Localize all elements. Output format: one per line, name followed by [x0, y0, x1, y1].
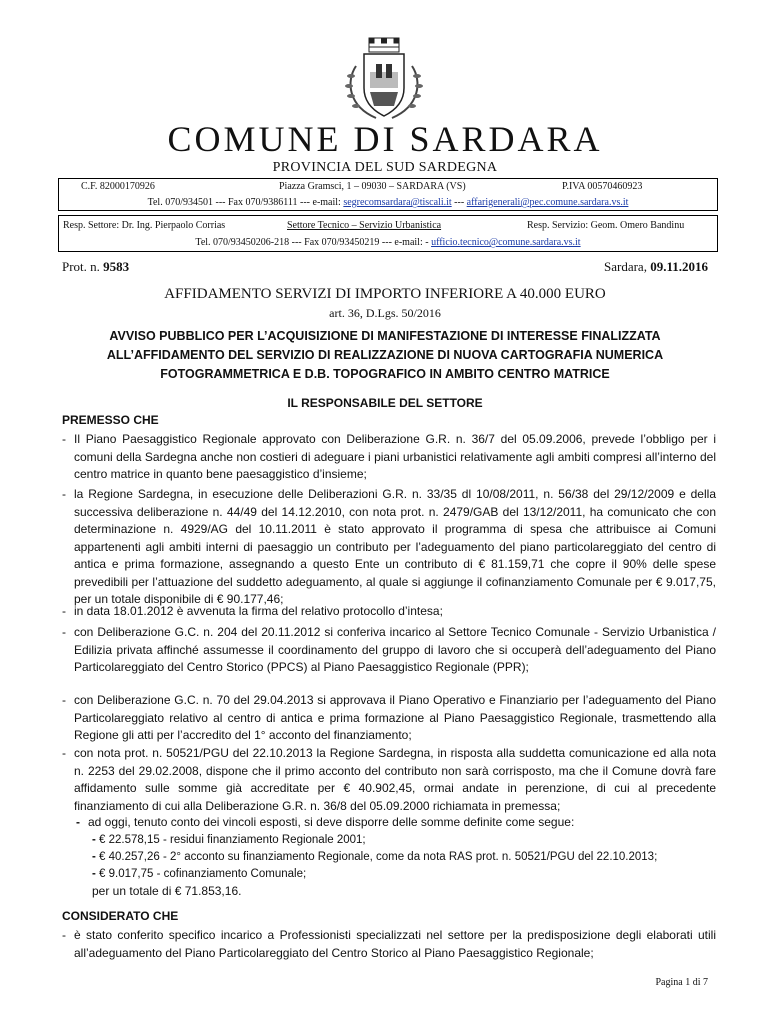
- place-label: Sardara,: [604, 259, 651, 274]
- avviso-line: ALL’AFFIDAMENTO DEL SERVIZIO DI REALIZZAZIONE DI NUOVA CARTOGRAFIA NUMERICA: [106, 348, 664, 362]
- somme-lead: - ad oggi, tenuto conto dei vincoli esposti, si deve disporre delle somme definite come segue:: [76, 814, 716, 832]
- settore-name: Settore Tecnico – Servizio Urbanistica: [287, 220, 442, 231]
- contacts-text: Tel. 070/934501 --- Fax 070/9386111 --- e-mail:: [147, 197, 344, 208]
- somme-list: [76, 832, 716, 883]
- partita-iva: P.IVA 00570460923: [562, 181, 643, 192]
- somme-item: - € 40.257,26 - 2° acconto su finanziamento Regionale, come da nota RAS prot. n. 50521/PGU del 22.10.2013;: [92, 849, 716, 866]
- somme-block: [76, 814, 716, 900]
- settore-contacts-text: Tel. 070/93450206-218 --- Fax 070/93450219 --- e-mail: -: [195, 237, 432, 248]
- date-value: 09.11.2016: [650, 259, 708, 274]
- list-item: - è stato conferito specifico incarico a Professionisti specializzati nel settore per la predisposizione degli elaborati utili all’adeguamento del Piano Particolareggiato del Centro Storico al Piano Paesaggistico Regionale;: [62, 927, 716, 962]
- avviso-title: [80, 327, 690, 384]
- comune-name: COMUNE DI SARDARA: [167, 119, 603, 159]
- somme-totale: per un totale di € 71.853,16.: [92, 883, 242, 898]
- separator: ---: [451, 197, 467, 208]
- codice-fiscale: C.F. 82000170926: [81, 181, 155, 192]
- list-item: - con Deliberazione G.C. n. 70 del 29.04.2013 si approvava il Piano Operativo e Finanziario per l’adeguamento del Piano Particolareggiato relativo al centro di antica e prima formazione al Piano Paesaggistico Regionale, trasmettendo alla Regione gli atti per l’accredito del 1° acconto del finanziamento;: [62, 692, 716, 745]
- list-item: - con nota prot. n. 50521/PGU del 22.10.2013 la Regione Sardegna, in risposta alla suddetta comunicazione ed alla nota n. 2253 del 29.02.2008, dispone che il primo acconto del contributo non sarà corrisposto, ma che il Comune dovrà fare affidamento sulle somme già accreditate per € 40.902,45, ormai andate in perenzione, di cui al precedente finanziamento di cui alla Deliberazione G.R. n. 36/8 del 05.09.2000 richiamata in premessa;: [62, 745, 716, 815]
- resp-settore: Resp. Settore: Dr. Ing. Pierpaolo Corrias: [63, 220, 226, 231]
- resp-servizio: Resp. Servizio: Geom. Omero Bandinu: [527, 220, 685, 231]
- responsabile-heading: IL RESPONSABILE DEL SETTORE: [287, 396, 483, 410]
- contact-box-settore: [58, 215, 718, 252]
- address: Piazza Gramsci, 1 – 09030 – SARDARA (VS): [279, 181, 466, 192]
- protocol-number: [62, 259, 129, 275]
- affidamento-title: AFFIDAMENTO SERVIZI DI IMPORTO INFERIORE A 40.000 EURO: [164, 286, 606, 302]
- document-date: [604, 259, 708, 275]
- page-number: Pagina 1 di 7: [655, 977, 708, 988]
- prot-value: 9583: [103, 259, 130, 274]
- list-item: - con Deliberazione G.C. n. 204 del 20.11.2012 si conferiva incarico al Settore Tecnico Comunale - Servizio Urbanistica / Edilizia privata affinché assumesse il coordinamento del gruppo di lavoro che si occuperà dell’adeguamento del Piano Particolareggiato del Centro Storico (PPCS) al Piano Paesaggistico Regionale (PPR);: [62, 624, 716, 677]
- provincia-name: PROVINCIA DEL SUD SARDEGNA: [272, 160, 498, 175]
- email-pec-link[interactable]: affarigenerali@pec.comune.sardara.vs.it: [466, 197, 629, 208]
- prot-label: Prot. n.: [62, 259, 104, 274]
- avviso-line: FOTOGRAMMETRICA E D.B. TOPOGRAFICO IN AMBITO CENTRO MATRICE: [160, 367, 610, 381]
- affidamento-subtitle: art. 36, D.Lgs. 50/2016: [329, 306, 441, 320]
- list-item: - la Regione Sardegna, in esecuzione delle Deliberazioni G.R. n. 33/35 dl 10/08/2011, n. 56/38 del 29/12/2009 e della successiva deliberazione n. 44/49 del 14.12.2010, con nota prot. n. 2479/GAB del 13/12/2011, ha comunicato che con determinazione n. 4929/AG del 10.11.2011 è stato approvato il programma di spesa che attribuisce ai Comuni appartenenti agli ambiti interni di paesaggio un contributo per l’adeguamento del piano particolareggiato del centro di antica e prima formazione, assegnando a questo Ente un contributo di € 81.159,71 che copre il 90% delle spese prevedibili per l’attuazione del suddetto adeguamento, al quale si aggiunge il cofinanziamento Comunale per € 9.017,75, per un totale disponibile di € 90.177,46;: [62, 486, 716, 609]
- somme-item: - € 9.017,75 - cofinanziamento Comunale;: [92, 866, 716, 883]
- list-item: - in data 18.01.2012 è avvenuta la firma del relativo protocollo d’intesa;: [62, 603, 716, 621]
- somme-item: - € 22.578,15 - residui finanziamento Regionale 2001;: [92, 832, 716, 849]
- list-item: - Il Piano Paesaggistico Regionale approvato con Deliberazione G.R. n. 36/7 del 05.09.2006, prevede l’obbligo per i comuni della Sardegna anche non costieri di adeguare i piani urbanistici relativamente agli ambiti compresi all’interno del centro matrice in quanto bene paesaggistico d’insieme;: [62, 431, 716, 484]
- considerato-heading: CONSIDERATO CHE: [62, 909, 179, 923]
- contact-box-comune: [58, 178, 718, 211]
- email-ufficio-tecnico-link[interactable]: ufficio.tecnico@comune.sardara.vs.it: [431, 237, 581, 248]
- email-segreteria-link[interactable]: segrecomsardara@tiscali.it: [343, 197, 452, 208]
- premesso-heading: PREMESSO CHE: [62, 413, 159, 427]
- avviso-line: AVVISO PUBBLICO PER L’ACQUISIZIONE DI MANIFESTAZIONE DI INTERESSE FINALIZZATA: [109, 329, 661, 343]
- comune-crest-logo: [336, 36, 432, 122]
